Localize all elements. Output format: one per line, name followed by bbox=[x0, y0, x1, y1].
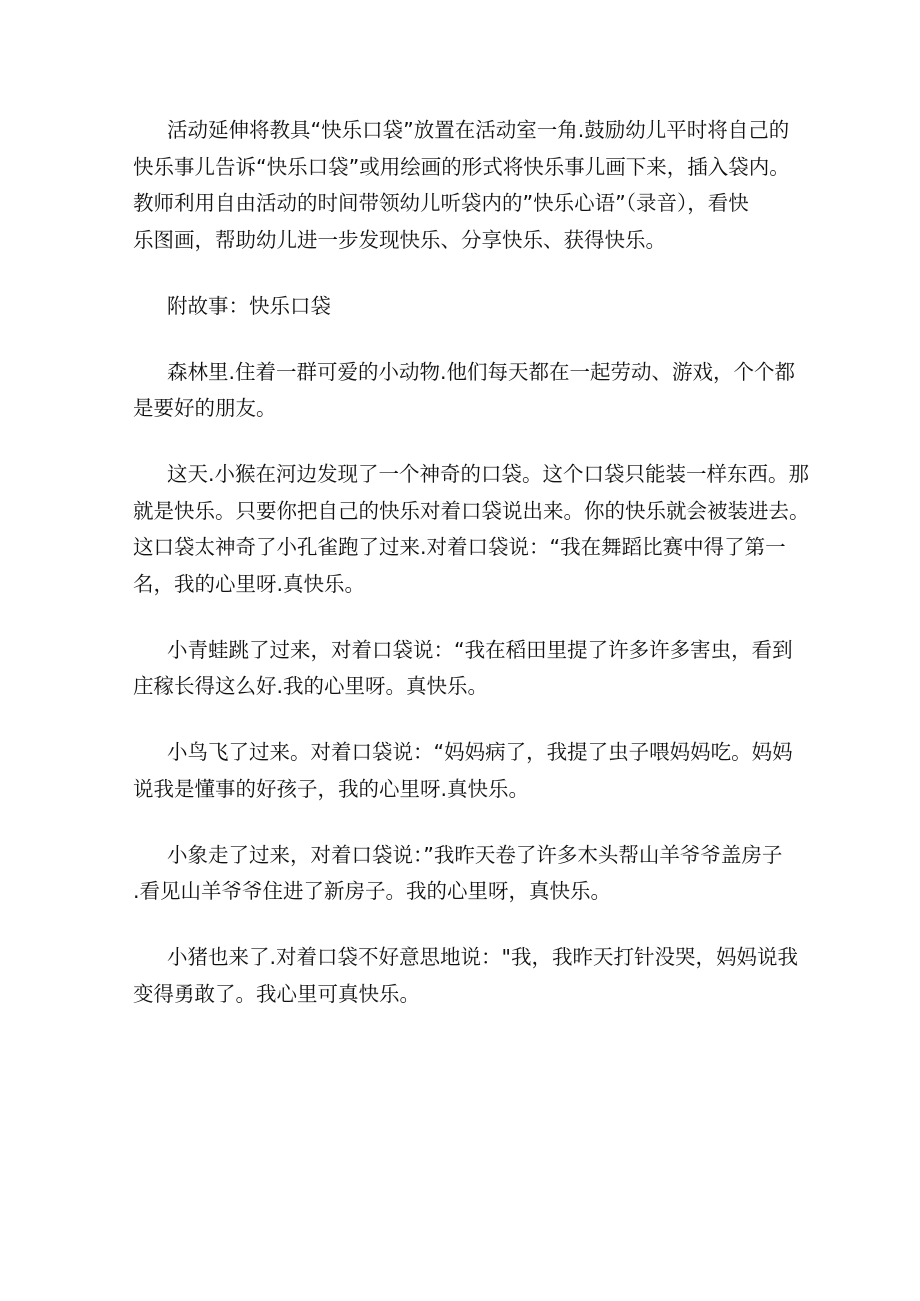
text-line: 教师利用自由活动的时间带领幼儿听袋内的”快乐心语”（录音），看快 bbox=[133, 191, 749, 216]
text-line: 森林里.住着一群可爱的小动物.他们每天都在一起劳动、游戏，个个都 bbox=[167, 359, 796, 384]
text-line: 小鸟飞了过来。对着口袋说：“妈妈病了，我提了虫子喂妈妈吃。妈妈 bbox=[167, 740, 793, 765]
text-line: 说我是懂事的好孩子，我的心里呀.真快乐。 bbox=[133, 776, 530, 801]
paragraph-bird bbox=[133, 734, 793, 807]
text-line: 活动延伸将教具“快乐口袋”放置在活动室一角.鼓励幼儿平时将自己的 bbox=[167, 118, 790, 142]
paragraph-story-title bbox=[133, 288, 793, 325]
text-line: 小青蛙跳了过来，对着口袋说：“我在稻田里提了许多许多害虫，看到 bbox=[167, 637, 793, 662]
text-line: 小猪也来了.对着口袋不好意思地说："我，我昨天打针没哭，妈妈说我 bbox=[167, 944, 798, 969]
paragraph-pig bbox=[133, 939, 798, 1012]
paragraph-frog bbox=[133, 632, 793, 705]
text-line: 这口袋太神奇了小孔雀跑了过来.对着口袋说：“我在舞蹈比赛中得了第一 bbox=[133, 535, 786, 560]
text-line: 名，我的心里呀.真快乐。 bbox=[133, 572, 366, 597]
text-line: 是要好的朋友。 bbox=[133, 396, 277, 421]
text-line: 快乐事儿告诉“快乐口袋”或用绘画的形式将快乐事儿画下来，插入袋内。 bbox=[133, 154, 790, 179]
text-line: 庄稼长得这么好.我的心里呀。真快乐。 bbox=[133, 674, 489, 699]
document-page bbox=[133, 112, 810, 1012]
paragraph-monkey bbox=[133, 456, 810, 603]
story-title: 附故事：快乐口袋 bbox=[167, 293, 331, 318]
text-line: 乐图画，帮助幼儿进一步发现快乐、分享快乐、获得快乐。 bbox=[133, 228, 666, 253]
paragraph-elephant bbox=[133, 837, 793, 910]
paragraph-extension bbox=[133, 112, 793, 259]
paragraph-forest bbox=[133, 354, 796, 427]
text-line: .看见山羊爷爷住进了新房子。我的心里呀，真快乐。 bbox=[133, 879, 612, 904]
text-line: 变得勇敢了。我心里可真快乐。 bbox=[133, 981, 420, 1006]
text-line: 小象走了过来，对着口袋说：”我昨天卷了许多木头帮山羊爷爷盖房子 bbox=[167, 842, 783, 867]
text-line: 这天.小猴在河边发现了一个神奇的口袋。这个口袋只能装一样东西。那 bbox=[167, 461, 810, 486]
text-line: 就是快乐。只要你把自己的快乐对着口袋说出来。你的快乐就会被装进去。 bbox=[133, 498, 810, 523]
